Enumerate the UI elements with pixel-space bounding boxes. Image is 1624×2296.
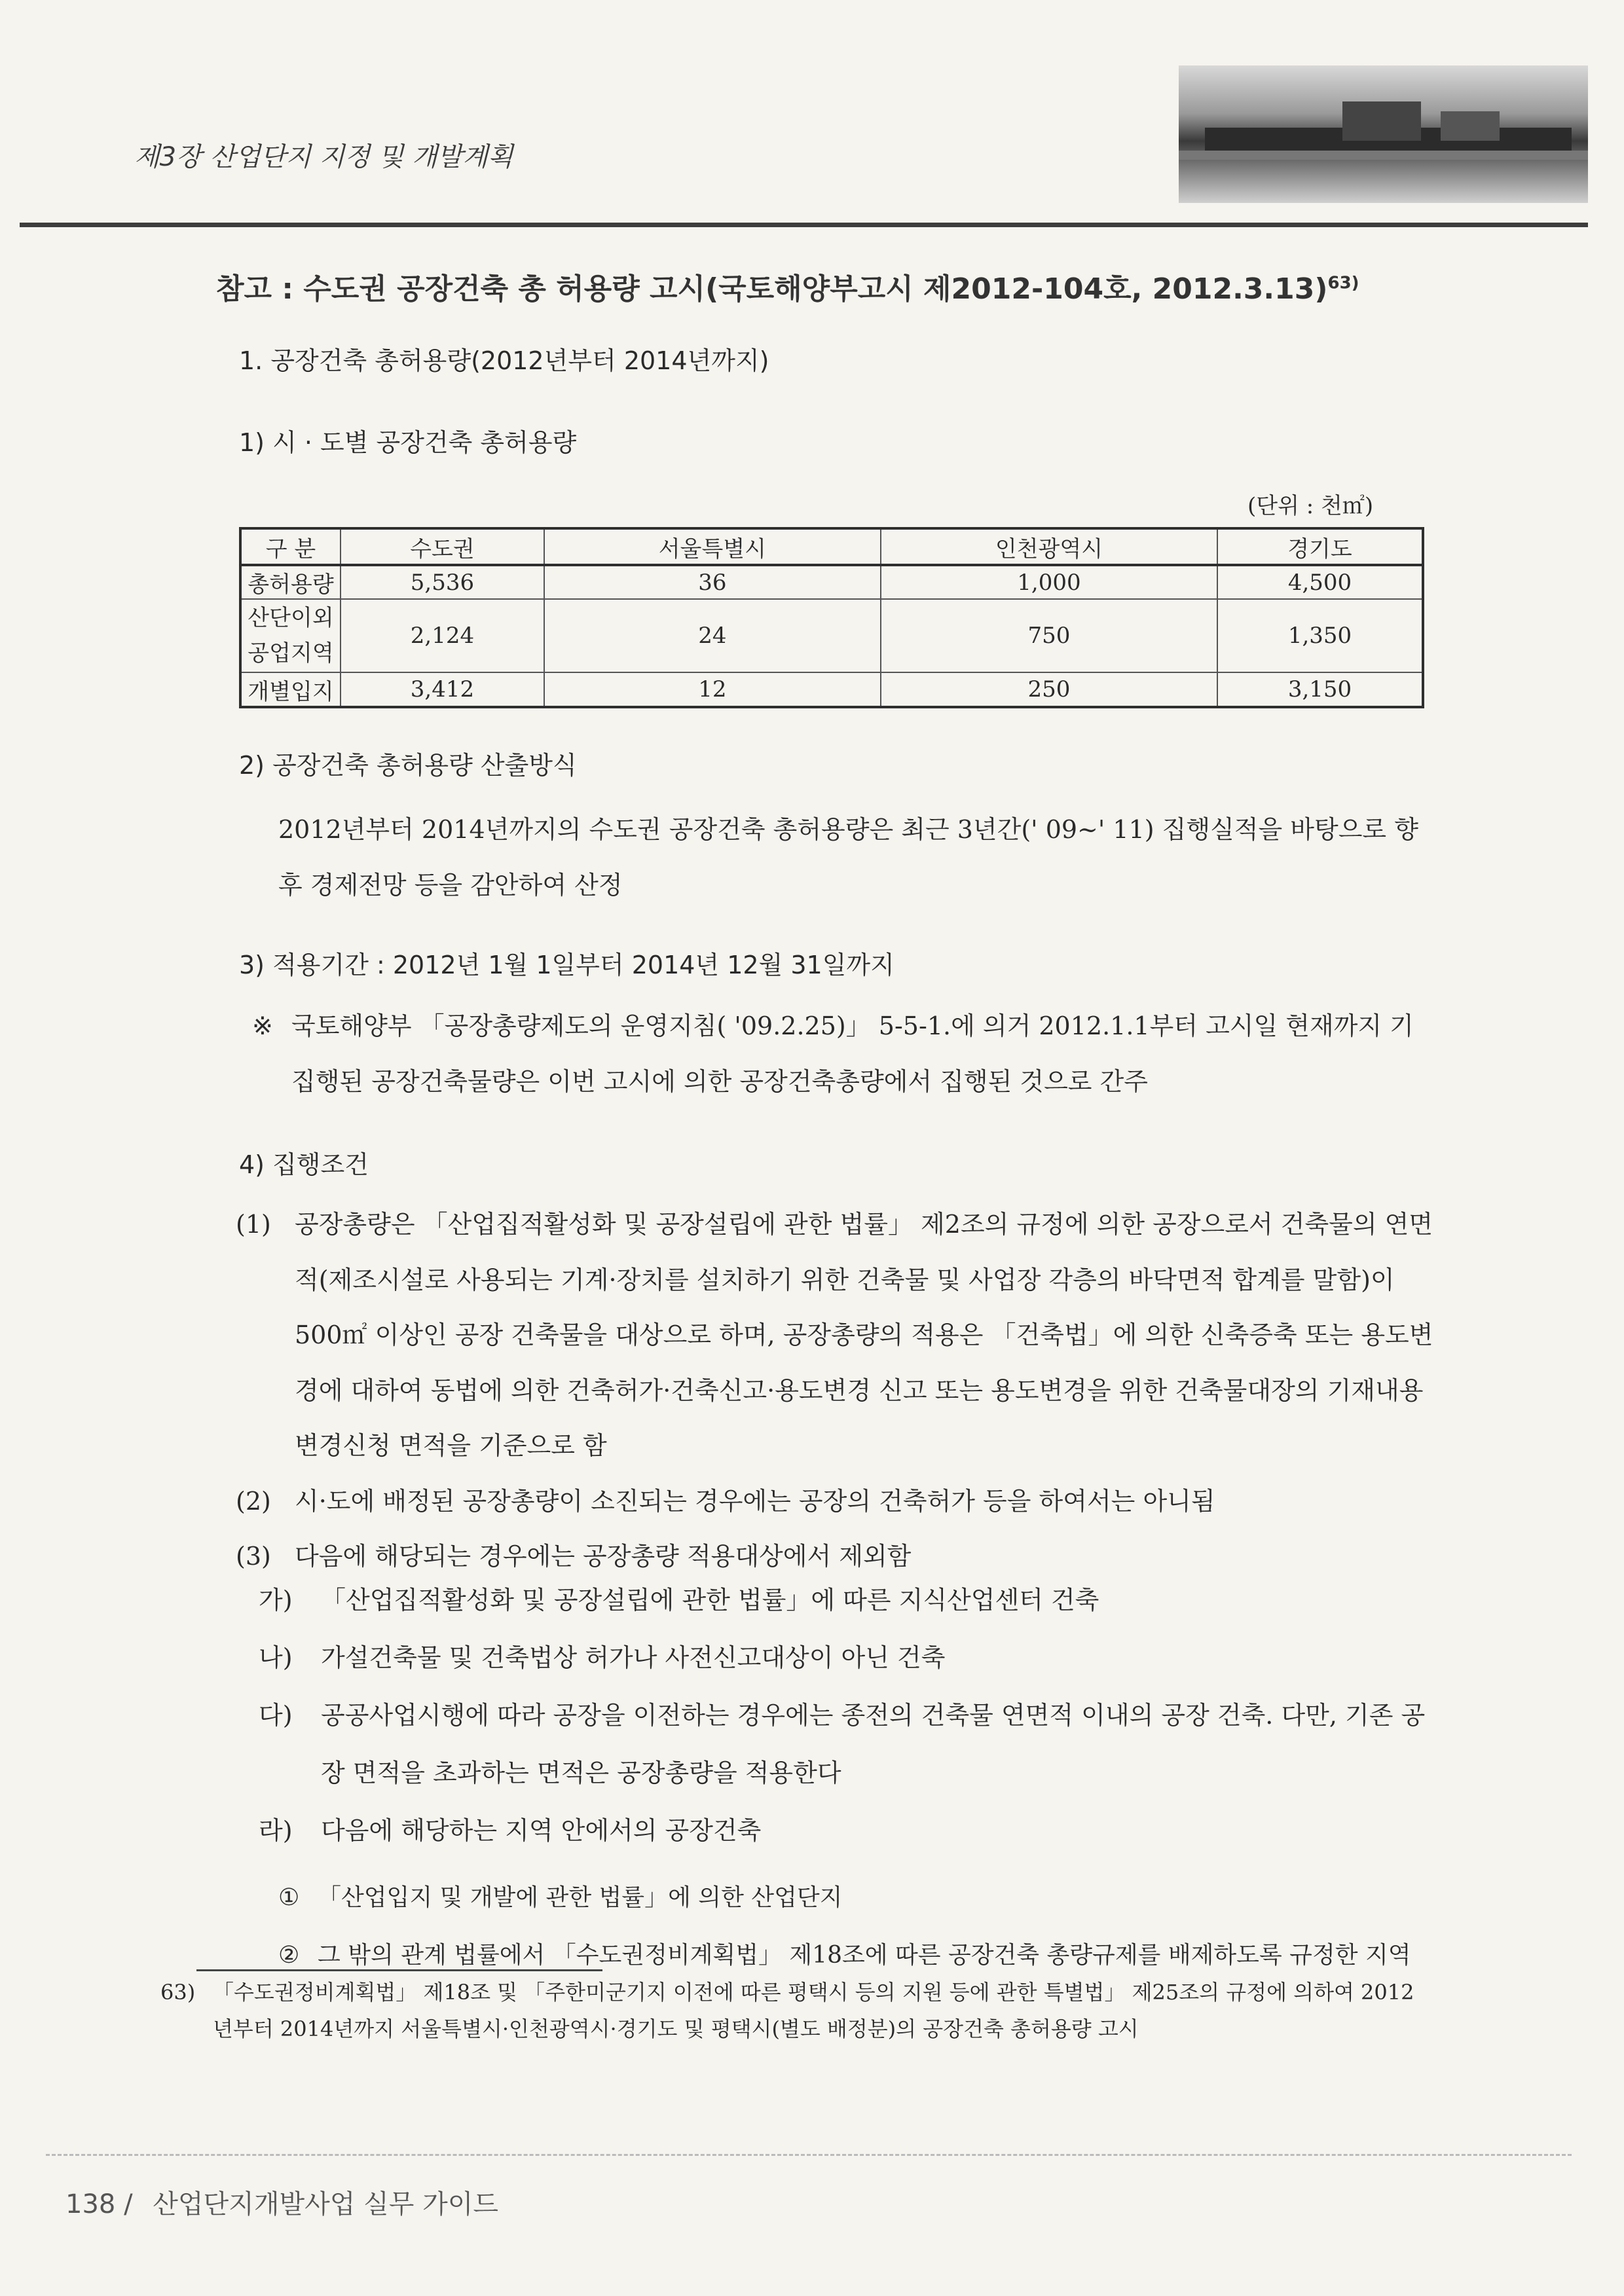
header-photo [1179,65,1588,203]
list-item: (3) 다음에 해당되는 경우에는 공장총량 적용대상에서 제외함 [236,1542,912,1571]
table-unit: (단위 : 천㎡) [1247,493,1374,519]
page-footer [65,2183,498,2221]
list-item: ② 그 밖의 관계 법률에서 「수도권정비계획법」 제18조에 따른 공장건축 총량규제를 배제하도록 규정한 지역 [278,1942,1411,1969]
table-cell: 12 [544,672,881,707]
footnote-ref: 63) [1327,273,1359,293]
section-3-note [252,998,1431,1110]
table-row [240,672,1423,707]
condition-list [236,1197,1434,1584]
section-2-body: 2012년부터 2014년까지의 수도권 공장건축 총허용량은 최근 3년간(' 09~' 11) 집행실적을 바탕으로 향후 경제전망 등을 감안하여 산정 [278,815,1418,900]
table-header-cell: 수도권 [341,528,544,565]
table-cell: 3,412 [341,672,544,707]
section-3-title: 3) 적용기간 : 2012년 1월 1일부터 2014년 12월 31일까지 [239,951,895,979]
row-label: 산단이외 공업지역 [240,599,341,672]
table-row [240,599,1423,672]
section-2-title: 2) 공장건축 총허용량 산출방식 [239,751,577,780]
chapter-title: 제3장 산업단지 지정 및 개발계획 [134,142,513,172]
table-cell: 750 [881,599,1217,672]
table-cell: 1,350 [1217,599,1423,672]
table-cell: 24 [544,599,881,672]
row-label: 총허용량 [240,565,341,599]
region-list [278,1869,1431,1984]
table-header-cell: 인천광역시 [881,528,1217,565]
book-title: 산업단지개발사업 실무 가이드 [153,2189,499,2219]
list-item: 다) 공공사업시행에 따라 공장을 이전하는 경우에는 종전의 건축물 연면적 이내의 공장 건축. 다만, 기존 공장 면적을 초과하는 면적은 공장총량을 적용한다 [259,1701,1426,1787]
table-header-row [240,528,1423,565]
table-row [240,565,1423,599]
list-item: 라) 다음에 해당하는 지역 안에서의 공장건축 [259,1816,762,1845]
row-label: 개별입지 [240,672,341,707]
list-item: 나) 가설건축물 및 건축법상 허가나 사전신고대상이 아닌 건축 [259,1643,946,1672]
exclusion-list [259,1571,1431,1859]
note-mark: ※ [252,1011,273,1040]
table-cell: 3,150 [1217,672,1423,707]
list-item: (2) 시·도에 배정된 공장총량이 소진되는 경우에는 공장의 건축허가 등을 하여서는 아니됨 [236,1486,1215,1516]
footnote: 63) 「수도권정비계획법」 제18조 및 「주한미군기지 이전에 따른 평택시 등의 지원 등에 관한 특별법」 제25조의 규정에 의하여 2012년부터 2014년까지 서울특별시·인천광역시·경기도 및 평택시(별도 배정분)의 공장건축 총허용량 고시 [160,1980,1414,2041]
table-cell: 250 [881,672,1217,707]
table-cell: 4,500 [1217,565,1423,599]
allowance-table [239,527,1424,708]
section-4-title: 4) 집행조건 [239,1150,369,1179]
table-cell: 1,000 [881,565,1217,599]
table-header-cell: 구 분 [240,528,341,565]
header-divider [20,223,1588,227]
footnote-divider [196,1969,602,1971]
page-number: 138 / [65,2189,133,2219]
table-header-cell: 서울특별시 [544,528,881,565]
footer-divider [46,2154,1572,2156]
list-item: 가) 「산업집적활성화 및 공장설립에 관한 법률」에 따른 지식산업센터 건축 [259,1586,1099,1614]
reference-title: 참고 : 수도권 공장건축 총 허용량 고시(국토해양부고시 제2012-104호, 2012.3.13)$^{63)}$ [216,272,1359,306]
list-item: ① 「산업입지 및 개발에 관한 법률」에 의한 산업단지 [278,1884,843,1911]
note-text: 국토해양부 「공장총량제도의 운영지침( '09.2.25)」 5-5-1.에 의거 2012.1.1부터 고시일 현재까지 기집행된 공장건축물량은 이번 고시에 의한 공장건축총량에서 집행된 것으로 간주 [291,1011,1414,1096]
table-cell: 2,124 [341,599,544,672]
list-item: (1) 공장총량은 「산업집적활성화 및 공장설립에 관한 법률」 제2조의 규정에 의한 공장으로서 건축물의 연면적(제조시설로 사용되는 기계·장치를 설치하기 위한 건축물 및 사업장 각층의 바닥면적 합계를 말함)이 500㎡ 이상인 공장 건축물을 대상으로 하며, 공장총량의 적용은 「건축법」에 의한 신축증축 또는 용도변경에 대하여 동법에 의한 건축허가·건축신고·용도변경 신고 또는 용도변경을 위한 건축물대장의 기재내용 변경신청 면적을 기준으로 함 [236,1210,1433,1460]
section-1-1-title: 1) 시 · 도별 공장건축 총허용량 [239,428,577,457]
table-header-cell: 경기도 [1217,528,1423,565]
table-cell: 36 [544,565,881,599]
section-1-title: 1. 공장건축 총허용량(2012년부터 2014년까지) [239,346,769,375]
table-cell: 5,536 [341,565,544,599]
